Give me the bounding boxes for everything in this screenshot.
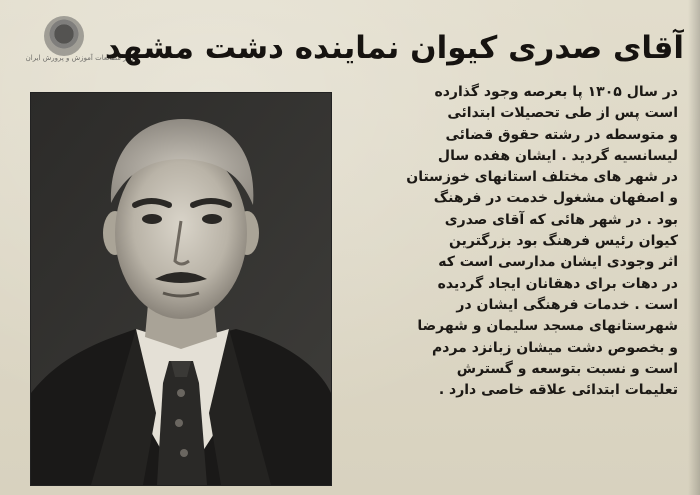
- article-line: اثر وجودی ایشان مدارسی است که: [438, 254, 678, 271]
- article-line: در شهر های مختلف استانهای خوزستان: [406, 169, 678, 186]
- article-line: بود . در شهر هائی که آقای صدری: [444, 211, 678, 228]
- portrait-photo: [30, 92, 332, 486]
- watermark-text: مرکز مطالعات آموزش و پرورش ایران: [25, 54, 138, 62]
- article-line: لیسانسیه گردید . ایشان هفده سال: [437, 147, 678, 164]
- article-line: تعلیمات ابتدائی علاقه خاصی دارد .: [438, 382, 678, 399]
- article-line: شهرستانهای مسجد سلیمان و شهرضا: [417, 318, 678, 335]
- archive-logo-icon: [44, 16, 84, 56]
- article-line: است و نسبت بتوسعه و گسترش: [456, 360, 678, 377]
- article-headline: آقای صدری کیوان نماینده دشت مشهد: [104, 30, 684, 66]
- article-line: در دهات برای دهقانان ایجاد گردیده: [437, 275, 678, 292]
- article-line: و متوسطه در رشته حقوق قضائی: [445, 126, 678, 143]
- page-edge-shadow: [688, 0, 700, 495]
- article-line: کیوان رئیس فرهنگ بود بزرگترین: [449, 233, 678, 250]
- article-body: [342, 82, 678, 487]
- article-line: و بخصوص دشت میشان زبانزد مردم: [432, 339, 678, 356]
- article-line: در سال ۱۳۰۵ پا بعرصه وجود گذارده: [434, 84, 678, 100]
- article-line: است پس از طی تحصیلات ابتدائی: [447, 105, 678, 122]
- article-line: و اصفهان مشغول خدمت در فرهنگ: [433, 190, 678, 207]
- article-line: است . خدمات فرهنگی ایشان در: [456, 296, 678, 313]
